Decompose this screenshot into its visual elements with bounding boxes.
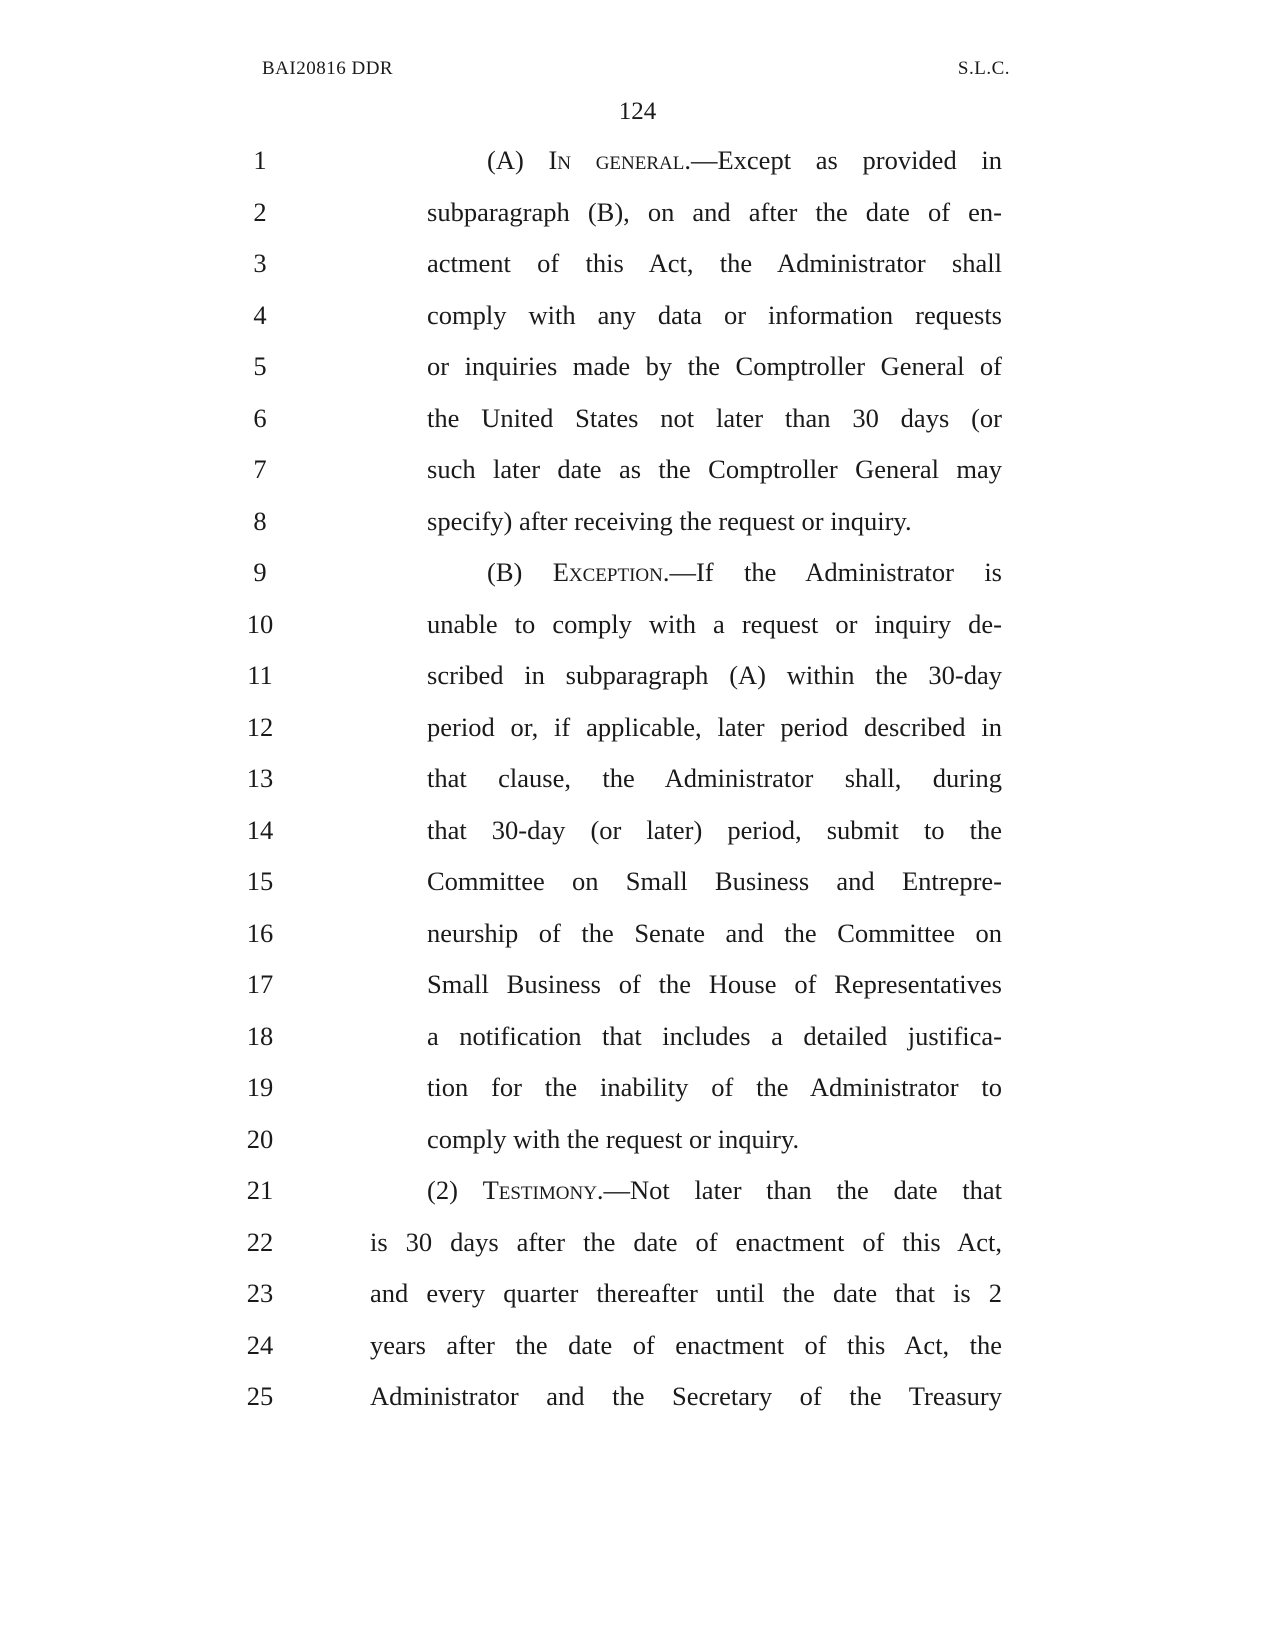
text-line bbox=[0, 1170, 1275, 1210]
text-line bbox=[0, 1376, 1275, 1416]
line-number: 6 bbox=[253, 402, 267, 433]
line-number: 8 bbox=[253, 505, 267, 536]
text-line bbox=[0, 604, 1275, 644]
text-line bbox=[0, 1067, 1275, 1107]
line-text: the United States not later than 30 days (or bbox=[427, 402, 1002, 433]
text-line bbox=[0, 449, 1275, 489]
line-text: actment of this Act, the Administrator shall bbox=[427, 248, 1002, 278]
line-number: 7 bbox=[253, 454, 267, 484]
line-text: is 30 days after the date of enactment of this Act, bbox=[370, 1226, 1002, 1257]
line-number: 10 bbox=[246, 608, 274, 639]
line-number: 13 bbox=[246, 763, 274, 793]
line-number: 22 bbox=[246, 1226, 274, 1257]
line-text: Committee on Small Business and Entrepre- bbox=[427, 866, 1002, 896]
line-text: tion for the inability of the Administrator to bbox=[427, 1072, 1002, 1102]
text-line bbox=[0, 861, 1275, 901]
line-text: neurship of the Senate and the Committee on bbox=[427, 917, 1002, 948]
page-number: 124 bbox=[618, 98, 657, 125]
text-line bbox=[0, 140, 1275, 180]
line-text: (B) Exception.—If the Administrator is bbox=[487, 557, 1002, 587]
text-line bbox=[0, 1119, 1275, 1159]
text-line bbox=[0, 398, 1275, 438]
text-line bbox=[0, 192, 1275, 232]
line-text: a notification that includes a detailed justifica- bbox=[427, 1020, 1002, 1051]
office-code: S.L.C. bbox=[957, 58, 1010, 79]
text-line bbox=[0, 243, 1275, 283]
line-number: 19 bbox=[246, 1072, 274, 1102]
line-number: 4 bbox=[253, 299, 267, 330]
text-line bbox=[0, 1273, 1275, 1313]
line-number: 23 bbox=[246, 1278, 274, 1308]
line-text: comply with the request or inquiry. bbox=[427, 1123, 800, 1154]
text-line bbox=[0, 552, 1275, 592]
line-number: 5 bbox=[253, 351, 267, 381]
line-number: 21 bbox=[246, 1175, 274, 1205]
text-line bbox=[0, 295, 1275, 335]
line-number: 16 bbox=[246, 917, 274, 948]
line-number: 3 bbox=[253, 248, 267, 278]
line-number: 25 bbox=[246, 1381, 274, 1411]
line-text: that clause, the Administrator shall, during bbox=[427, 763, 1002, 793]
text-line bbox=[0, 346, 1275, 386]
text-line bbox=[0, 501, 1275, 541]
line-text: subparagraph (B), on and after the date of en- bbox=[427, 196, 1002, 227]
line-number: 15 bbox=[246, 866, 274, 896]
line-text: comply with any data or information requests bbox=[427, 299, 1002, 330]
line-text: such later date as the Comptroller General may bbox=[427, 454, 1002, 484]
line-number: 2 bbox=[253, 196, 267, 227]
line-number: 17 bbox=[246, 969, 274, 999]
text-line bbox=[0, 758, 1275, 798]
text-line bbox=[0, 913, 1275, 953]
line-number: 20 bbox=[246, 1123, 274, 1154]
line-number: 24 bbox=[246, 1329, 274, 1360]
text-line bbox=[0, 964, 1275, 1004]
line-text: that 30-day (or later) period, submit to the bbox=[427, 814, 1002, 845]
line-text: (A) In general.—Except as provided in bbox=[487, 145, 1002, 175]
line-number: 12 bbox=[246, 711, 274, 742]
line-text: Small Business of the House of Representatives bbox=[427, 969, 1002, 999]
line-text: scribed in subparagraph (A) within the 30-day bbox=[427, 660, 1002, 690]
document-id: BAI20816 DDR bbox=[262, 58, 394, 79]
line-text: years after the date of enactment of this Act, the bbox=[370, 1329, 1002, 1360]
line-text: or inquiries made by the Comptroller General of bbox=[427, 351, 1002, 381]
line-text: and every quarter thereafter until the date that is 2 bbox=[370, 1278, 1002, 1308]
line-number: 9 bbox=[253, 557, 267, 587]
text-line bbox=[0, 810, 1275, 850]
line-number: 11 bbox=[247, 660, 273, 690]
text-line bbox=[0, 1016, 1275, 1056]
line-text: period or, if applicable, later period described in bbox=[427, 711, 1002, 742]
text-line bbox=[0, 707, 1275, 747]
line-text: Administrator and the Secretary of the Treasury bbox=[370, 1381, 1002, 1411]
text-line bbox=[0, 1325, 1275, 1365]
line-number: 14 bbox=[246, 814, 274, 845]
text-line bbox=[0, 1222, 1275, 1262]
line-text: unable to comply with a request or inquiry de- bbox=[427, 608, 1002, 639]
text-line bbox=[0, 655, 1275, 695]
line-number: 1 bbox=[253, 145, 267, 175]
line-number: 18 bbox=[246, 1020, 274, 1051]
line-text: (2) Testimony.—Not later than the date that bbox=[427, 1175, 1002, 1205]
line-text: specify) after receiving the request or inquiry. bbox=[427, 505, 912, 536]
